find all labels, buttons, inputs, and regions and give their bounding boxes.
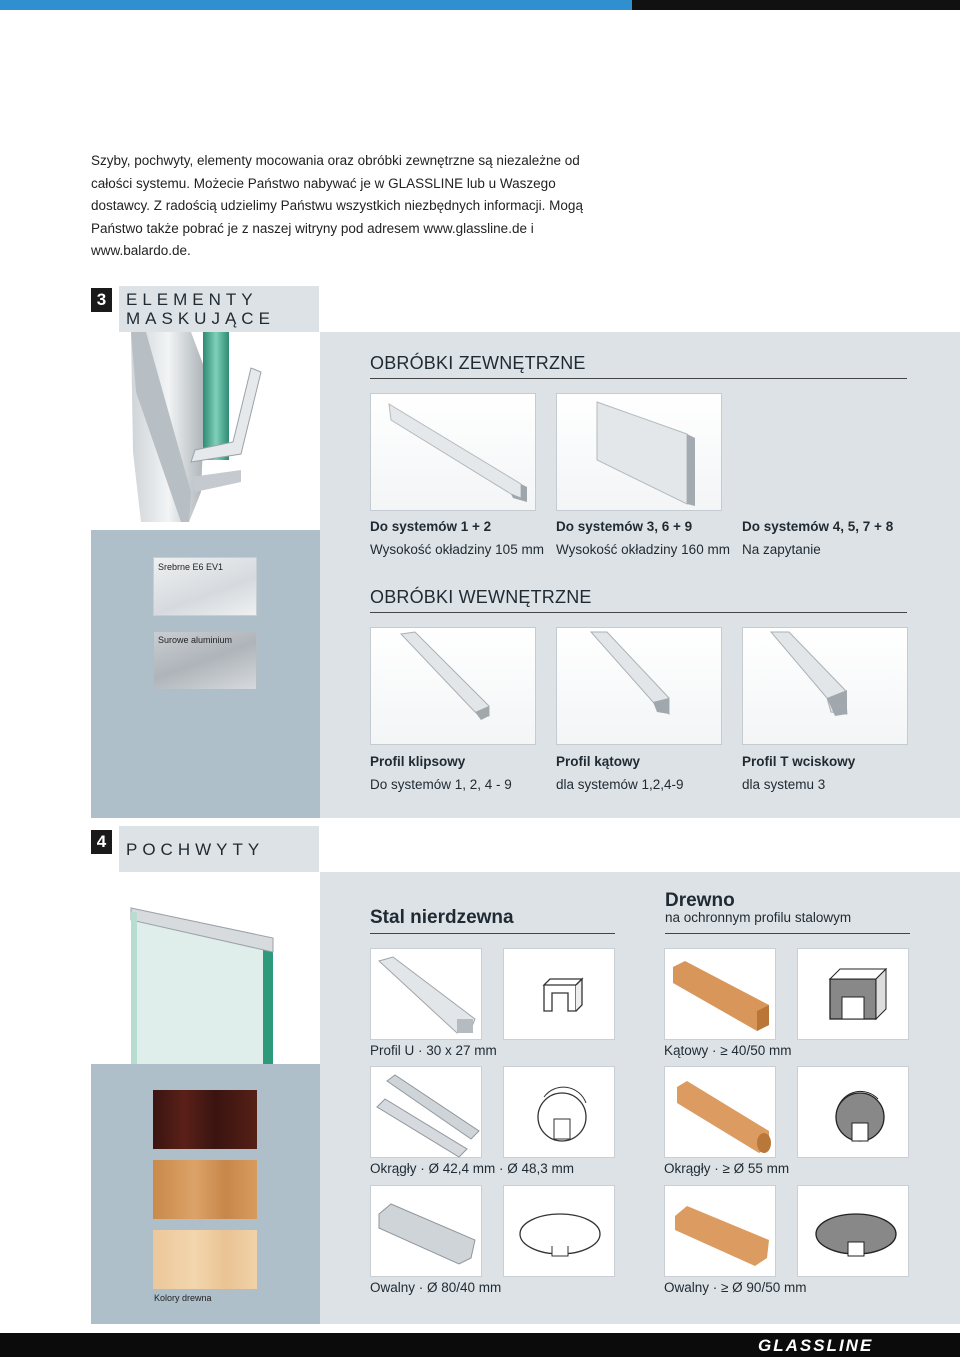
wood-colors-label: Kolory drewna	[154, 1293, 212, 1303]
external-item-2-sub: Wysokość okładziny 160 mm	[556, 542, 730, 557]
internal-trim-photo-3	[742, 627, 908, 745]
internal-trims-heading: OBRÓBKI WEWNĘTRZNE	[370, 587, 592, 607]
wood-round-photo	[664, 1066, 776, 1158]
steel-rule	[370, 933, 615, 934]
steel-oval-drawing	[503, 1185, 615, 1277]
internal-trim-photo-2	[556, 627, 722, 745]
steel-round-drawing	[503, 1066, 615, 1158]
steel-row-3-caption: Owalny · Ø 80/40 mm	[370, 1280, 502, 1295]
handrail-photo	[91, 872, 320, 1064]
external-item-1-sub: Wysokość okładziny 105 mm	[370, 542, 544, 557]
top-dark-bar	[632, 0, 960, 10]
profile-photo	[91, 332, 320, 530]
internal-item-1-title: Profil klipsowy	[370, 754, 466, 769]
swatch-label-silver-overlay: Srebrne E6 EV1	[158, 562, 224, 572]
wood-row-2-caption: Okrągły · ≥ Ø 55 mm	[664, 1161, 790, 1176]
wood-angular-photo	[664, 948, 776, 1040]
steel-heading: Stal nierdzewna	[370, 907, 514, 928]
wood-angular-drawing	[797, 948, 909, 1040]
external-item-3-title: Do systemów 4, 5, 7 + 8	[742, 519, 894, 534]
wood-subheading: na ochronnym profilu stalowym	[665, 910, 852, 925]
external-trims-heading: OBRÓBKI ZEWNĘTRZNE	[370, 353, 586, 373]
section-4-number: 4	[91, 830, 112, 854]
section-3-title-line2: MASKUJĄCE	[126, 309, 275, 328]
wood-swatch-medium	[153, 1160, 257, 1219]
wood-oval-drawing	[797, 1185, 909, 1277]
wood-rule	[665, 933, 910, 934]
swatch-label-raw: Surowe aluminium	[158, 635, 233, 645]
internal-item-1-sub: Do systemów 1, 2, 4 - 9	[370, 777, 512, 792]
internal-item-3-sub: dla systemu 3	[742, 777, 826, 792]
external-item-2-title: Do systemów 3, 6 + 9	[556, 519, 693, 534]
steel-round-photo	[370, 1066, 482, 1158]
steel-u-profile-photo	[370, 948, 482, 1040]
section-3-number: 3	[91, 288, 112, 312]
steel-u-profile-drawing	[503, 948, 615, 1040]
wood-row-1-caption: Kątowy · ≥ 40/50 mm	[664, 1043, 792, 1058]
section-4-title: POCHWYTY	[126, 840, 265, 859]
section-3-title-line1: ELEMENTY	[126, 290, 258, 309]
steel-row-2-caption: Okrągły · Ø 42,4 mm · Ø 48,3 mm	[370, 1161, 575, 1176]
external-item-3-sub: Na zapytanie	[742, 542, 821, 557]
glassline-logo: GLASSLINE	[758, 1336, 874, 1355]
steel-row-1-caption: Profil U · 30 x 27 mm	[370, 1043, 497, 1058]
external-item-1-title: Do systemów 1 + 2	[370, 519, 492, 534]
internal-item-3-title: Profil T wciskowy	[742, 754, 856, 769]
wood-oval-photo	[664, 1185, 776, 1277]
intro-text: Szyby, pochwyty, elementy mocowania oraz obróbki zewnętrzne są niezależne od całości systemu. Możecie Państwo nabywać je w GLASSLINE lub u Waszego dostawcy. Z radością udzielimy Państwu wszystkich niezbędnych informacji. Mogą Państwo także pobrać je z naszej witryny pod adresem www.glassline.de i www.balardo.de.	[91, 153, 583, 258]
wood-swatch-light	[153, 1230, 257, 1289]
internal-trims-rule	[370, 612, 907, 613]
wood-round-drawing	[797, 1066, 909, 1158]
steel-oval-photo	[370, 1185, 482, 1277]
external-trims-rule	[370, 378, 907, 379]
external-trim-photo-1	[370, 393, 536, 511]
internal-item-2-title: Profil kątowy	[556, 754, 641, 769]
internal-item-2-sub: dla systemów 1,2,4-9	[556, 777, 684, 792]
top-accent-bar	[0, 0, 632, 10]
external-trim-photo-2	[556, 393, 722, 511]
wood-swatch-dark	[153, 1090, 257, 1149]
internal-trim-photo-1	[370, 627, 536, 745]
wood-row-3-caption: Owalny · ≥ Ø 90/50 mm	[664, 1280, 807, 1295]
wood-heading: Drewno	[665, 890, 735, 911]
